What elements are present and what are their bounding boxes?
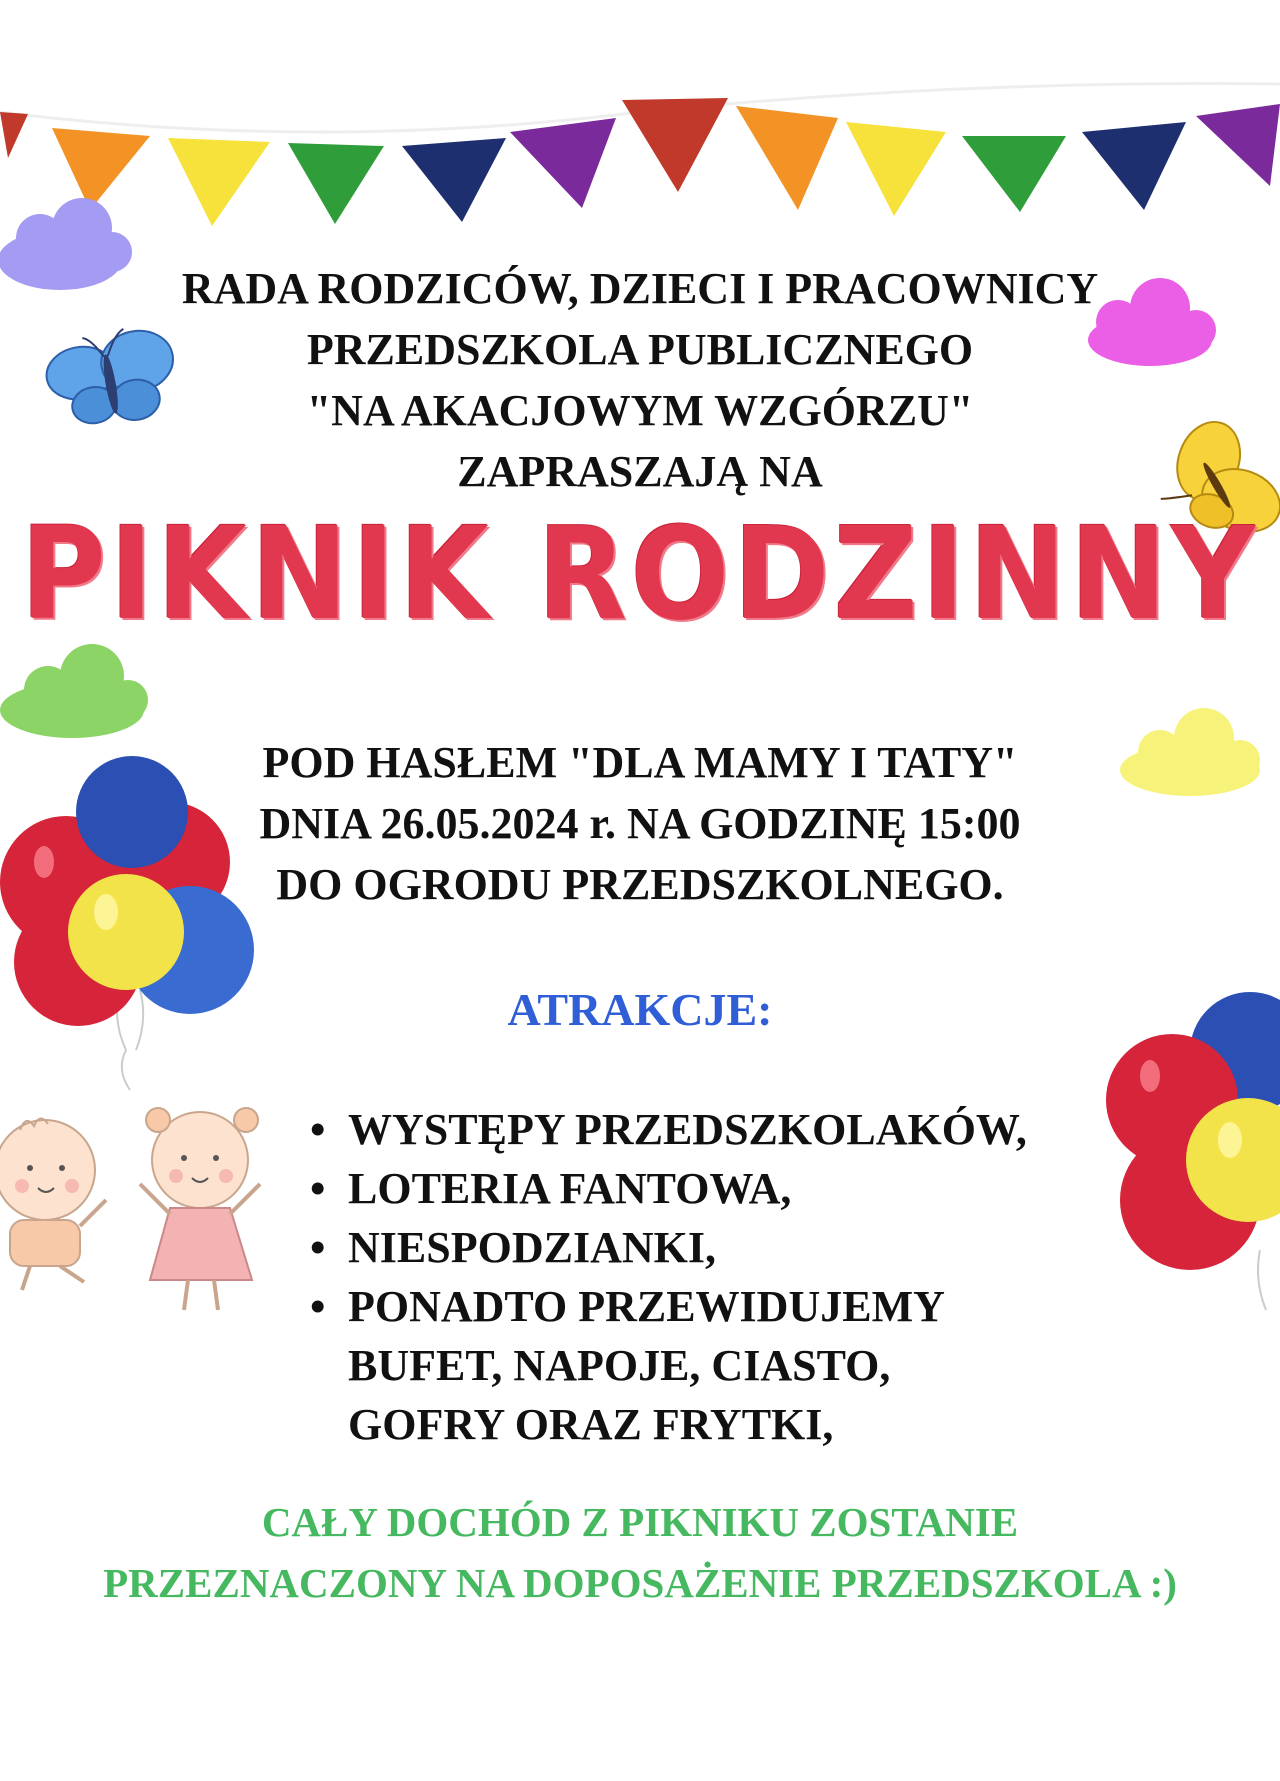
list-item-label: LOTERIA FANTOWA, (348, 1164, 792, 1213)
event-line: DNIA 26.05.2024 r. NA GODZINĘ 15:00 (259, 799, 1021, 848)
intro-line: "NA AKACJOWYM WZGÓRZU" (306, 386, 974, 435)
bullet: • (310, 1164, 326, 1213)
intro-line: PRZEDSZKOLA PUBLICZNEGO (306, 325, 974, 374)
event-line: POD HASŁEM "DLA MAMY I TATY" (262, 738, 1018, 787)
bullet: • (310, 1105, 326, 1154)
list-item-label: PONADTO PRZEWIDUJEMY (348, 1282, 945, 1331)
list-item (310, 1218, 1027, 1277)
bunting-flags (0, 98, 1280, 226)
child-girl-icon (140, 1108, 260, 1310)
event-line: DO OGRODU PRZEDSZKOLNEGO. (276, 860, 1004, 909)
intro-text (0, 258, 1280, 502)
intro-line: RADA RODZICÓW, DZIECI I PRACOWNICY (181, 264, 1099, 313)
bullet: • (310, 1282, 326, 1331)
attractions-heading: ATRAKCJE: (507, 984, 773, 1035)
page-title: PIKNIK RODZINNY (20, 500, 1260, 649)
list-item (310, 1159, 1027, 1218)
attractions-list (310, 1100, 1027, 1454)
footer-line: CAŁY DOCHÓD Z PIKNIKU ZOSTANIE (261, 1499, 1019, 1545)
list-item (310, 1277, 1027, 1454)
list-item-continuation: GOFRY ORAZ FRYTKI, (348, 1400, 834, 1449)
child-boy-icon (0, 1118, 106, 1290)
footer-note (0, 1492, 1280, 1614)
bullet: • (310, 1223, 326, 1272)
list-item-continuation: BUFET, NAPOJE, CIASTO, (348, 1341, 891, 1390)
list-item-label: WYSTĘPY PRZEDSZKOLAKÓW, (348, 1105, 1027, 1154)
list-item-label: NIESPODZIANKI, (348, 1223, 716, 1272)
list-item (310, 1100, 1027, 1159)
footer-line: PRZEZNACZONY NA DOPOSAŻENIE PRZEDSZKOLA :) (103, 1560, 1177, 1606)
intro-line: ZAPRASZAJĄ NA (457, 447, 823, 496)
event-details (0, 732, 1280, 915)
cloud-icon (0, 644, 148, 738)
